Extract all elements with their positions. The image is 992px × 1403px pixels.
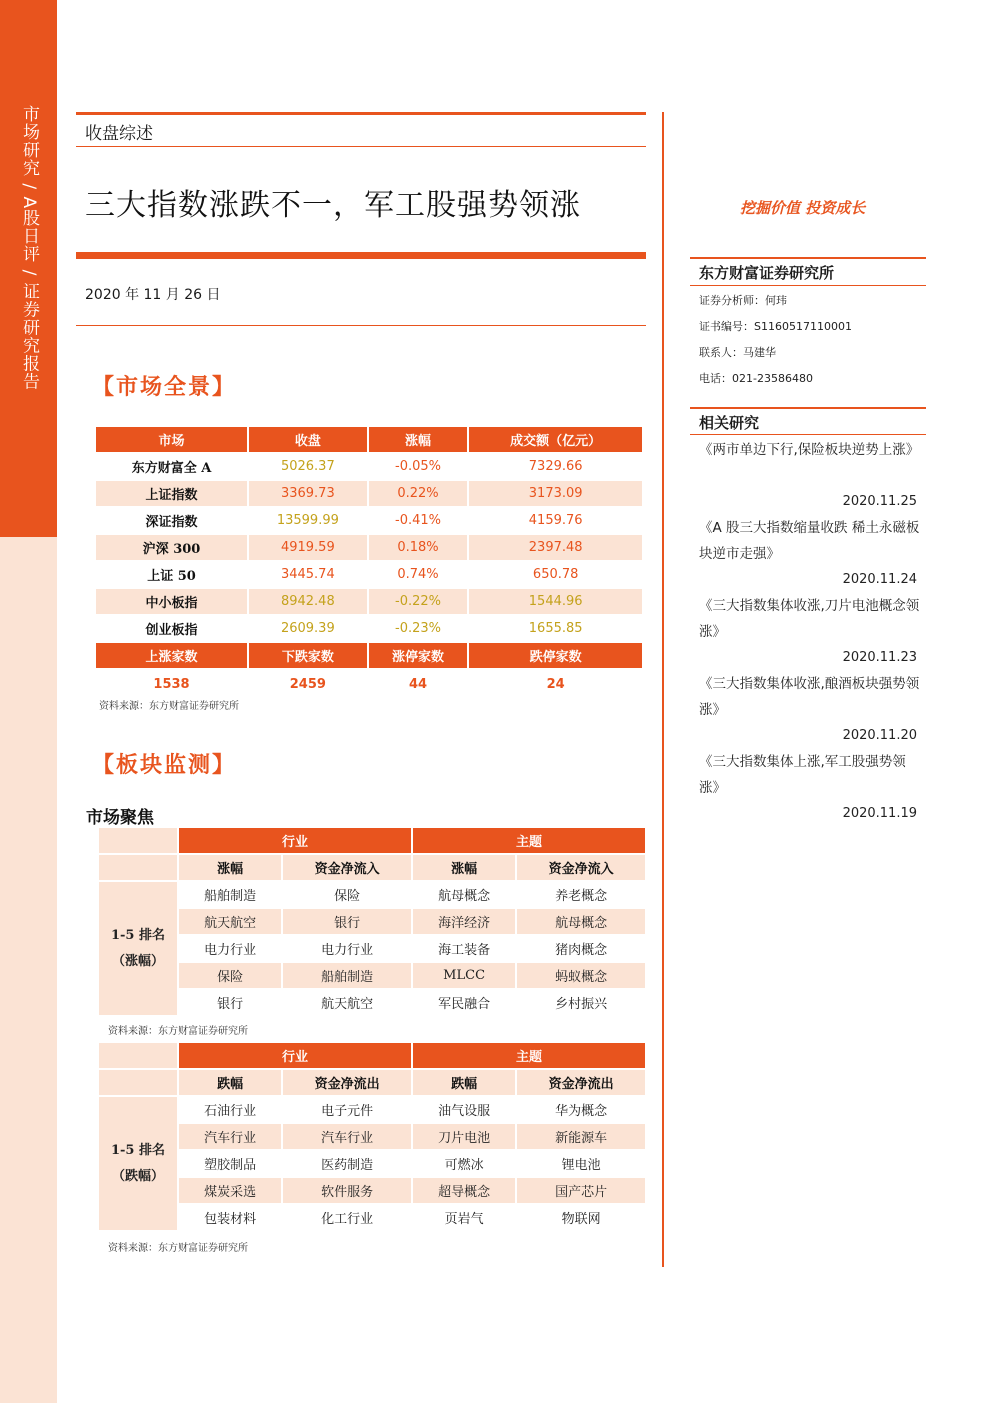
sector-cell: 电子元件 — [321, 1104, 374, 1119]
count-header: 涨停家数 — [369, 643, 468, 668]
table-row — [96, 562, 642, 587]
table-row — [96, 508, 642, 533]
table-row — [99, 909, 645, 934]
column-divider — [662, 112, 664, 1267]
sub-header: 跌幅 — [179, 1070, 281, 1095]
related-report-date: 2020.11.19 — [842, 806, 917, 821]
market-overview-heading: 【市场全景】 — [92, 374, 237, 400]
sector-cell: 银行 — [217, 997, 244, 1012]
sector-cell: 海工装备 — [438, 943, 491, 958]
sector-cell: 油气设服 — [438, 1104, 491, 1119]
firm-bottom-rule — [690, 285, 926, 286]
sector-cell: 华为概念 — [555, 1104, 608, 1119]
col-header: 成交额（亿元） — [469, 427, 642, 452]
sector-cell: 汽车行业 — [283, 1124, 411, 1149]
turnover-value: 1655.85 — [528, 621, 583, 636]
limit-up-count: 44 — [408, 676, 428, 692]
sector-cell: 锂电池 — [561, 1158, 601, 1173]
sector-cell: 航母概念 — [517, 909, 645, 934]
index-name: 上证 50 — [147, 569, 196, 584]
table-row — [99, 1124, 645, 1149]
group-header-theme: 主题 — [413, 1043, 645, 1068]
sub-header-row — [99, 1070, 645, 1095]
turnover-value: 1544.96 — [469, 589, 642, 614]
index-name: 沪深 300 — [96, 535, 247, 560]
rank-label-line1: 1-5 排名 — [110, 1142, 165, 1158]
related-report-link[interactable]: 《三大指数集体收涨,刀片电池概念领涨》 — [699, 598, 920, 640]
sector-cell: 电力行业 — [204, 943, 257, 958]
report-date: 2020 年 11 月 26 日 — [85, 287, 221, 303]
sector-up-table — [97, 826, 647, 1017]
rank-label — [99, 1097, 177, 1230]
table-row — [96, 454, 642, 479]
decliners-count: 2459 — [289, 676, 326, 692]
change-value: -0.05% — [395, 459, 442, 474]
header-thick-rule — [76, 252, 646, 259]
sector-cell: 石油行业 — [204, 1104, 257, 1119]
count-header-row — [96, 643, 642, 668]
rank-label-line1: 1-5 排名 — [110, 927, 165, 943]
sector-cell: 包装材料 — [204, 1212, 257, 1227]
related-report-link[interactable]: 《两市单边下行,保险板块逆势上涨》 — [699, 442, 920, 458]
table-row — [96, 535, 642, 560]
sector-cell: 物联网 — [561, 1212, 601, 1227]
table-row — [99, 882, 645, 907]
blank-cell — [99, 855, 177, 880]
group-header-theme: 主题 — [413, 828, 645, 853]
firm-top-rule — [690, 257, 926, 259]
change-value: 0.18% — [369, 535, 468, 560]
sector-cell: 保险 — [179, 963, 281, 988]
table-row — [99, 963, 645, 988]
sector-cell: 塑胶制品 — [204, 1158, 257, 1173]
page-title: 三大指数涨跌不一，军工股强势领涨 — [85, 188, 581, 223]
table-row — [99, 936, 645, 961]
close-value: 3369.73 — [249, 481, 367, 506]
sector-cell: 航母概念 — [438, 889, 491, 904]
related-report-link[interactable]: 《三大指数集体上涨,军工股强势领涨》 — [699, 754, 906, 796]
close-value: 5026.37 — [280, 459, 335, 474]
limit-down-count: 24 — [546, 676, 565, 692]
index-name: 东方财富全 A — [131, 461, 212, 476]
blank-cell — [99, 1070, 177, 1095]
section-label: 收盘综述 — [85, 124, 153, 144]
group-header-industry: 行业 — [179, 828, 411, 853]
sector-cell: 软件服务 — [283, 1178, 411, 1203]
table-row — [99, 990, 645, 1015]
sub-header: 资金净流入 — [283, 855, 411, 880]
sector-cell: 新能源车 — [517, 1124, 645, 1149]
close-value: 8942.48 — [249, 589, 367, 614]
sector-cell: 刀片电池 — [413, 1124, 515, 1149]
turnover-value: 3173.09 — [469, 481, 642, 506]
related-report-date: 2020.11.20 — [842, 728, 917, 743]
sector-cell: 蚂蚁概念 — [517, 963, 645, 988]
sector-cell: 海洋经济 — [413, 909, 515, 934]
related-report-date: 2020.11.24 — [842, 572, 917, 587]
header-sub-rule — [76, 146, 646, 147]
group-header-row — [99, 828, 645, 853]
sidebar-label: 市场研究 / A股日评 / 证券研究报告 — [19, 105, 39, 391]
sector-cell: 船舶制造 — [204, 889, 257, 904]
sector-cell: 航天航空 — [321, 997, 374, 1012]
market-source-note: 资料来源：东方财富证券研究所 — [99, 701, 239, 712]
sector-cell: MLCC — [413, 963, 515, 988]
count-header: 下跌家数 — [249, 643, 367, 668]
related-report-date: 2020.11.25 — [842, 494, 917, 509]
table-row — [99, 1151, 645, 1176]
close-value: 2609.39 — [280, 621, 335, 636]
sector-down-source-note: 资料来源：东方财富证券研究所 — [108, 1243, 248, 1254]
change-value: -0.41% — [395, 513, 442, 528]
rank-label-line2: （跌幅） — [111, 1168, 164, 1184]
sector-cell: 电力行业 — [321, 943, 374, 958]
table-row — [96, 589, 642, 614]
turnover-value: 2397.48 — [469, 535, 642, 560]
change-value: 0.74% — [397, 567, 439, 582]
sector-cell: 保险 — [334, 889, 361, 904]
header-top-rule — [76, 112, 646, 115]
turnover-value: 650.78 — [532, 567, 579, 582]
table-row — [99, 1178, 645, 1203]
firm-name: 东方财富证券研究所 — [699, 264, 835, 282]
sector-up-source-note: 资料来源：东方财富证券研究所 — [108, 1026, 248, 1037]
sector-cell: 可燃冰 — [444, 1158, 484, 1173]
count-header: 上涨家数 — [96, 643, 247, 668]
related-top-rule — [690, 407, 926, 409]
sub-header: 涨幅 — [179, 855, 281, 880]
advancers-count: 1538 — [153, 676, 190, 692]
sector-cell: 汽车行业 — [179, 1124, 281, 1149]
col-header: 收盘 — [249, 427, 367, 452]
sector-cell: 船舶制造 — [283, 963, 411, 988]
blank-cell — [99, 828, 177, 853]
cert-number: 证书编号：S1160517110001 — [699, 320, 852, 333]
related-report-link[interactable]: 《三大指数集体收涨,酿酒板块强势领涨》 — [699, 676, 920, 718]
change-value: -0.23% — [395, 621, 442, 636]
sector-cell: 猪肉概念 — [555, 943, 608, 958]
related-report-date: 2020.11.23 — [842, 650, 917, 665]
sector-cell: 军民融合 — [438, 997, 491, 1012]
sector-cell: 银行 — [283, 909, 411, 934]
table-row — [99, 1097, 645, 1122]
market-focus-title: 市场聚焦 — [86, 808, 154, 828]
sector-cell: 煤炭采选 — [179, 1178, 281, 1203]
change-value: 0.22% — [369, 481, 468, 506]
count-row — [96, 670, 642, 698]
close-value: 4919.59 — [249, 535, 367, 560]
turnover-value: 7329.66 — [528, 459, 583, 474]
index-name: 深证指数 — [145, 515, 198, 530]
close-value: 3445.74 — [280, 567, 335, 582]
phone-number: 电话：021-23586480 — [699, 372, 813, 385]
related-report-link[interactable]: 《A 股三大指数缩量收跌 稀土永磁板块逆市走强》 — [699, 520, 920, 562]
sector-down-table — [97, 1041, 647, 1232]
sector-cell: 医药制造 — [321, 1158, 374, 1173]
sector-cell: 页岩气 — [444, 1212, 484, 1227]
sub-header: 资金净流出 — [517, 1070, 645, 1095]
close-value: 13599.99 — [276, 513, 339, 528]
table-row — [96, 481, 642, 506]
index-name: 上证指数 — [96, 481, 247, 506]
blank-cell — [99, 1043, 177, 1068]
rank-label — [99, 882, 177, 1015]
rank-label-line2: （涨幅） — [111, 953, 164, 969]
table-row — [96, 616, 642, 641]
turnover-value: 4159.76 — [528, 513, 583, 528]
table-row — [99, 1205, 645, 1230]
sector-cell: 养老概念 — [555, 889, 608, 904]
sector-cell: 化工行业 — [321, 1212, 374, 1227]
count-header: 跌停家数 — [469, 643, 642, 668]
related-research-title: 相关研究 — [699, 414, 760, 432]
sub-header: 涨幅 — [413, 855, 515, 880]
change-value: -0.22% — [369, 589, 468, 614]
market-header-row — [96, 427, 642, 452]
col-header: 市场 — [96, 427, 247, 452]
group-header-row — [99, 1043, 645, 1068]
market-table — [94, 425, 644, 700]
sub-header: 跌幅 — [413, 1070, 515, 1095]
sub-header-row — [99, 855, 645, 880]
sub-header: 资金净流入 — [517, 855, 645, 880]
sector-cell: 国产芯片 — [517, 1178, 645, 1203]
col-header: 涨幅 — [369, 427, 468, 452]
slogan: 挖掘价值 投资成长 — [740, 199, 866, 217]
sector-cell: 超导概念 — [413, 1178, 515, 1203]
sector-cell: 航天航空 — [179, 909, 281, 934]
related-bottom-rule — [690, 434, 926, 435]
group-header-industry: 行业 — [179, 1043, 411, 1068]
contact-person: 联系人：马建华 — [699, 346, 776, 359]
sector-monitor-heading: 【板块监测】 — [92, 752, 237, 778]
index-name: 创业板指 — [145, 623, 198, 638]
analyst-name: 证券分析师：何玮 — [699, 294, 787, 307]
index-name: 中小板指 — [96, 589, 247, 614]
date-rule — [76, 325, 646, 326]
sector-cell: 乡村振兴 — [555, 997, 608, 1012]
sub-header: 资金净流出 — [283, 1070, 411, 1095]
